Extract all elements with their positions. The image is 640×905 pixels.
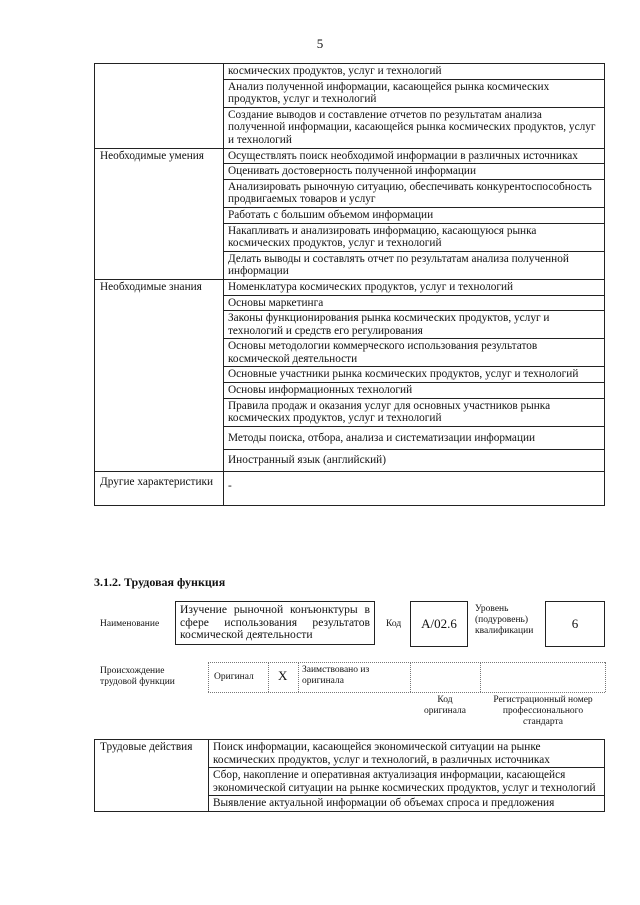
table-cell: Накапливать и анализировать информацию, касающуюся рынка космических продуктов, услуг и технологий	[224, 223, 605, 251]
table-cell: Анализировать рыночную ситуацию, обеспечивать конкурентоспособность продвигаемых товаров и услуг	[224, 179, 605, 207]
page-number: 5	[316, 36, 324, 51]
table-cell: Осуществлять поиск необходимой информации в различных источниках	[224, 148, 605, 164]
other-label: Другие характеристики	[95, 472, 224, 506]
table-cell: Оценивать достоверность полученной информации	[224, 164, 605, 180]
table-cell: Иностранный язык (английский)	[224, 450, 605, 472]
table-cell: Правила продаж и оказания услуг для основных участников рынка космических продуктов, услуг и технологий	[224, 398, 605, 426]
table-cell: Основные участники рынка космических продуктов, услуг и технологий	[224, 367, 605, 383]
level-value-box: 6	[545, 601, 605, 647]
table-cell: Методы поиска, отбора, анализа и систематизации информации	[224, 426, 605, 450]
borrowed-label: Заимствовано из оригинала	[302, 665, 370, 686]
reg-number-caption: Регистрационный номер профессионального стандарта	[493, 695, 593, 727]
labor-actions-table	[94, 739, 605, 812]
table-cell: Основы маркетинга	[224, 295, 605, 311]
table-row	[95, 472, 605, 506]
table-cell: Делать выводы и составлять отчет по результатам анализа полученной информации	[224, 251, 605, 279]
table-cell: -	[224, 472, 605, 506]
table-cell: космических продуктов, услуг и технологий	[224, 64, 605, 80]
name-label: Наименование	[100, 619, 160, 629]
table-cell: Основы методологии коммерческого использования результатов космической деятельности	[224, 339, 605, 367]
table-cell: Законы функционирования рынка космических продуктов, услуг и технологий и средств его регулирования	[224, 311, 605, 339]
table-cell: Поиск информации, касающейся экономической ситуации на рынке космических продуктов, услуг и технологий, в различных источниках	[209, 740, 605, 768]
skills-knowledge-table	[94, 63, 605, 506]
table-row	[95, 279, 605, 295]
table-cell: Сбор, накопление и оперативная актуализация информации, касающейся экономической ситуации на рынке космических продуктов, услуг и технологий	[209, 768, 605, 796]
table-row	[95, 740, 605, 768]
function-name-box: Изучение рыночной конъюнктуры в сфере использования результатов космической деятельности	[175, 601, 375, 645]
knowledge-label: Необходимые знания	[95, 279, 224, 471]
origin-label: Происхождение трудовой функции	[100, 666, 175, 687]
table-cell: Номенклатура космических продуктов, услуг и технологий	[224, 279, 605, 295]
code-original-caption: Код оригинала	[424, 695, 466, 716]
table-cell: Выявление актуальной информации об объемах спроса и предложения	[209, 796, 605, 812]
section-heading: 3.1.2. Трудовая функция	[94, 575, 226, 589]
table-row	[95, 148, 605, 164]
table-cell: Создание выводов и составление отчетов по результатам анализа полученной информации, касающейся рынка космических продуктов, услуг и технологий	[224, 107, 605, 148]
level-label: Уровень (подуровень) квалификации	[475, 604, 534, 636]
code-label: Код	[386, 619, 402, 629]
table-cell: Анализ полученной информации, касающейся рынка космических продуктов, услуг и технологий	[224, 79, 605, 107]
function-code-box: A/02.6	[410, 601, 468, 647]
actions-label: Трудовые действия	[95, 740, 209, 812]
table-cell: Работать с большим объемом информации	[224, 207, 605, 223]
original-label: Оригинал	[214, 672, 254, 682]
original-mark: X	[278, 668, 288, 683]
table-row	[95, 64, 605, 80]
empty-label-cell	[95, 64, 224, 149]
skills-label: Необходимые умения	[95, 148, 224, 279]
table-cell: Основы информационных технологий	[224, 383, 605, 399]
